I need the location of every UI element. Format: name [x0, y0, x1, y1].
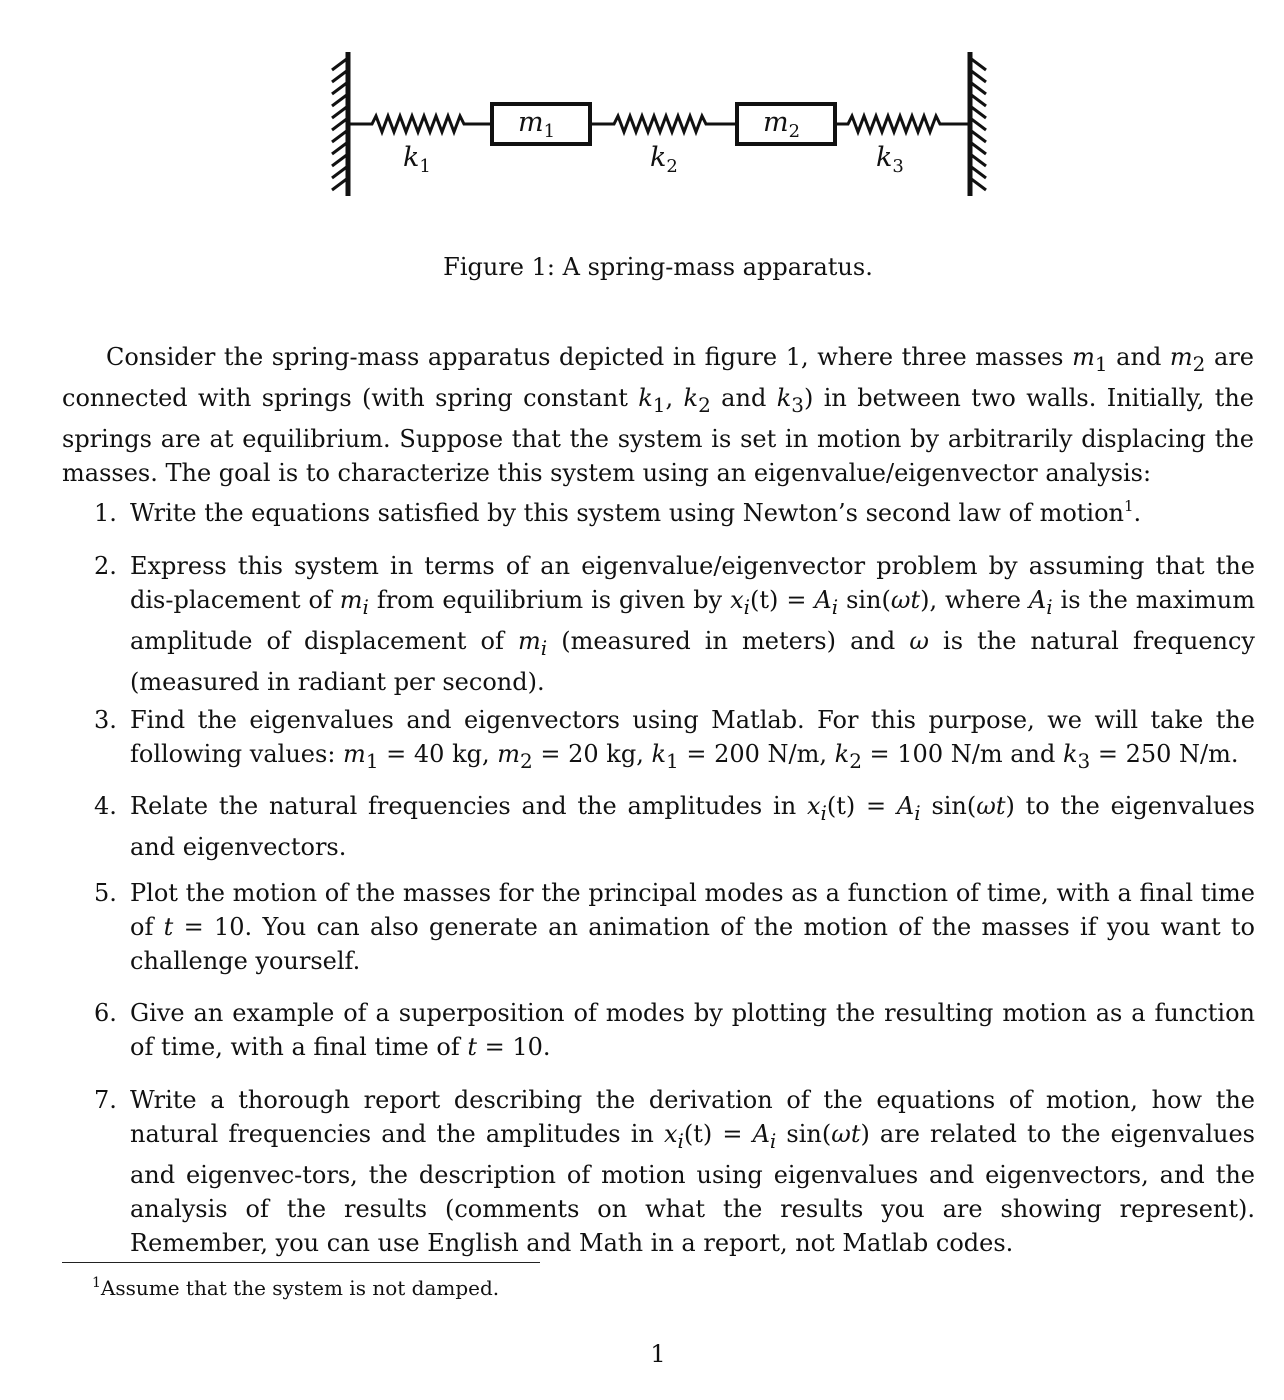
footnote-ref[interactable]: 1 — [1124, 497, 1134, 515]
list-item-6: 6. Give an example of a superposition of modes by plotting the resulting motion as a function of time, with a final time of t = 10. — [94, 999, 1255, 1061]
list-item-4: 4. Relate the natural frequencies and the amplitudes in $x_i(t) = A_i$ sin(ωt) to the eigenvalues and eigenvectors. — [94, 792, 1255, 861]
spring-k1-label: $k_1$ — [403, 142, 431, 177]
spring-k1 — [348, 116, 492, 132]
intro-paragraph: Consider the spring-mass apparatus depicted in figure 1, where three masses $m_1$ and $m_2$ are connected with springs (with spring constant $k_1$, $k_2$ and $k_3$) in between two walls. Initially, the springs are at equilibrium. Suppose that the system is set in motion by arbitrarily displacing the masses. The goal is to characterize this system using an eigenvalue/eigenvector analysis: — [62, 343, 1254, 487]
footnote: $^1$Assume that the system is not damped. — [92, 1275, 500, 1300]
spring-k3 — [835, 116, 970, 132]
list-item-7: 7. Write a thorough report describing the derivation of the equations of motion, how the natural frequencies and the amplitudes in $x_i(t) = A_i$ sin(ωt) are related to the eigenvalues and eigenvec-tors, the description of motion using eigenvalues and eigenvectors, and the analysis of the results (comments on what the results you are showing represent). Remember, you can use English and Math in a report, not Matlab codes. — [94, 1086, 1256, 1257]
spring-mass-figure — [0, 0, 1284, 240]
page-number: 1 — [650, 1340, 666, 1368]
list-item-5: 5. Plot the motion of the masses for the principal modes as a function of time, with a final time of t = 10. You can also generate an animation of the motion of the masses if you want to challenge yourself. — [94, 879, 1255, 975]
list-item-2: 2. Express this system in terms of an eigenvalue/eigenvector problem by assuming that the dis-placement of $m_i$ from equilibrium is given by $x_i(t) = A_i$ sin(ωt), where $A_i$ is the maximum amplitude of displacement of $m_i$ (measured in meters) and ω is the natural frequency (measured in radiant per second). — [94, 552, 1255, 696]
mass-m2-label: $m_2$ — [763, 107, 801, 142]
list-item-3: 3. Find the eigenvalues and eigenvectors using Matlab. For this purpose, we will take the following values: $m_1 = 40$ kg, $m_2 = 20$ kg, $k_1 = 200$ N/m, $k_2 = 100$ N/m and $k_3 = 250$ N/m. — [94, 706, 1255, 773]
mass-m1-label: $m_1$ — [518, 107, 556, 142]
figure-caption: Figure 1: A spring-mass apparatus. — [443, 253, 873, 281]
list-item-1: 1. Write the equations satisfied by this system using Newton’s second law of motion$^1$. — [94, 497, 1142, 527]
spring-k2 — [590, 116, 737, 132]
spring-k2-label: $k_2$ — [650, 142, 678, 177]
spring-k3-label: $k_3$ — [876, 142, 904, 177]
footnote-divider — [62, 1262, 540, 1263]
